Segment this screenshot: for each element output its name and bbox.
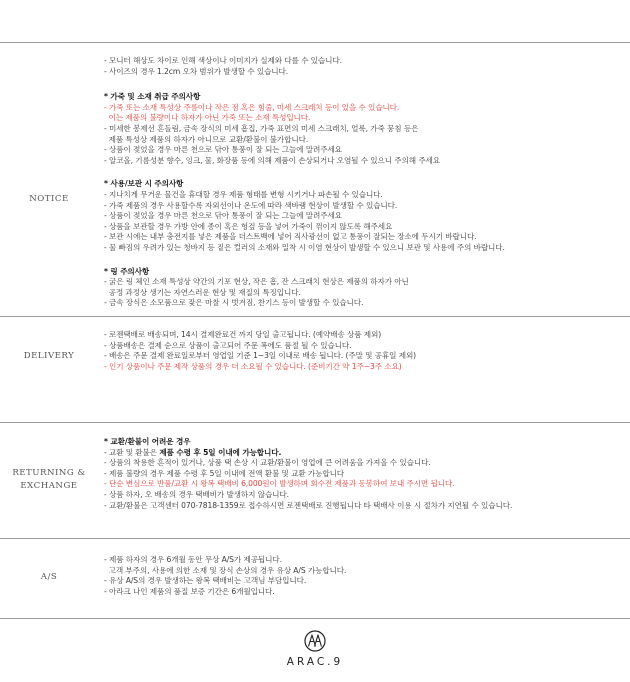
divider-top — [0, 42, 630, 43]
ring-line: - 금속 장식은 소모품으로 잦은 마찰 시 벗겨짐, 찬기스 등이 발생할 수 있습니다. — [104, 298, 364, 308]
returning-line: - 상품 하자, 오 배송의 경우 택배비가 발생하지 않습니다. — [104, 489, 289, 499]
ring-heading: * 링 주의사항 — [104, 266, 150, 276]
notice-intro-line: - 모니터 해상도 차이로 인해 색상이나 이미지가 실제와 다를 수 있습니다. — [104, 56, 342, 65]
returning-label-line: EXCHANGE — [20, 481, 78, 491]
brand-name: ARAC.9 — [286, 656, 344, 668]
leather-heading: * 가죽 및 소재 취급 주의사항 — [104, 92, 201, 102]
returning-label-line: RETURNING & — [12, 468, 86, 478]
returning-period-line — [104, 448, 628, 459]
storage-line: - 가죽 제품의 경우 사용할수록 자외선이나 온도에 따라 색바램 현상이 발생할 수 있습니다. — [104, 200, 398, 210]
divider-as — [0, 618, 630, 619]
leather-red-line: - 가죽 또는 소재 특성상 주름이나 작은 점 혹은 힘줄, 미세 스크래치 등이 있을 수 있습니다. — [104, 102, 400, 112]
as-line: - 아라크 나인 제품의 품질 보증 기간은 6개월입니다. — [104, 586, 275, 596]
returning-line: - 제품 불량의 경우 제품 수령 후 5일 이내에 전액 환불 및 교환 가능합니다 — [104, 468, 345, 478]
leather-red-line: 이는 제품의 불량이나 하자가 아닌 가죽 또는 소재 특성입니다. — [104, 113, 311, 123]
returning-label — [0, 467, 98, 493]
storage-line: - 상품이 젖었을 경우 마른 천으로 닦아 통풍이 잘 되는 그늘에 말려주세요 — [104, 211, 342, 221]
storage-line: - 물 빠짐의 우려가 있는 청바지 등 짙은 컬러의 소재와 밀착 시 이염 현상이 발생할 수 있으니 보관 및 사용에 주의 바랍니다. — [104, 242, 505, 252]
as-line: 고객 부주의, 사용에 의한 소재 및 장식 손상의 경우 유상 A/S 가능합니다. — [104, 565, 347, 575]
divider-notice — [0, 316, 630, 317]
leather-line: - 상품이 젖었을 경우 마른 천으로 닦아 통풍이 잘 되는 그늘에 말려주세요 — [104, 145, 342, 155]
storage-heading: * 사용/보관 시 주의사항 — [104, 179, 184, 189]
ring-line: 공정 과정상 생기는 자연스러운 현상 및 재질의 특징입니다. — [104, 287, 301, 297]
as-line: - 유상 A/S의 경우 발생하는 왕복 택배비는 고객님 부담입니다. — [104, 576, 307, 586]
notice-label: NOTICE — [29, 194, 69, 204]
delivery-line: - 로젠택배로 배송되며, 14시 결제완료건 까지 당일 출고됩니다. (예약배송 상품 제외) — [104, 330, 382, 339]
as-label: A/S — [40, 572, 58, 582]
storage-line: - 보관 시에는 내부 충전지를 넣은 제품을 더스트백에 넣어 직사광선이 없고 통풍이 잘되는 장소에 두시기 바랍니다. — [104, 232, 477, 242]
notice-intro-line: - 사이즈의 경우 1.2cm 오차 범위가 발생할 수 있습니다. — [104, 66, 289, 76]
delivery-content — [104, 330, 628, 372]
notice-content — [104, 56, 628, 309]
as-content — [104, 555, 628, 597]
delivery-red-line: - 인기 상품이나 주문 제작 상품의 경우 더 소요될 수 있습니다. (준비기간 약 1주~3주 소요) — [104, 361, 402, 371]
returning-period-bold: 제품 수령 후 5일 이내에 가능합니다. — [159, 447, 282, 457]
brand-logo — [0, 630, 630, 668]
returning-red-line: - 단순 변심으로 반품/교환 시 왕복 택배비 6,000원이 발생하며 회수전 제품과 동봉하여 보내 주시면 됩니다. — [104, 479, 455, 489]
divider-returning — [0, 538, 630, 539]
returning-line: - 교환/환불은 고객센터 070-7818-1359로 접수하시면 로젠택배로 진행됩니다 타 택배사 이용 시 절차가 지연될 수 있습니다. — [104, 500, 513, 510]
divider-delivery — [0, 422, 630, 423]
delivery-label: DELIVERY — [23, 351, 75, 361]
returning-line: - 상품의 착용한 흔적이 있거나, 상품 택 손상 시 교환/환불이 영업에 큰 어려움을 가져올 수 있습니다. — [104, 458, 431, 468]
returning-heading: * 교환/환불이 어려운 경우 — [104, 437, 191, 446]
storage-line: - 지나치게 무거운 물건을 휴대할 경우 제품 형태를 변형 시키거나 파손될 수 있습니다. — [104, 189, 383, 199]
as-line: - 제품 하자의 경우 6개월 동안 무상 A/S가 제공됩니다. — [104, 555, 282, 564]
leather-line: - 알코올, 기름성분 향수, 잉크, 물, 화장품 등에 의해 제품이 손상되거나 오염될 수 있으니 주의해 주세요 — [104, 155, 441, 165]
returning-content — [104, 437, 628, 511]
leather-line: - 미세한 봉제선 흔들림, 금속 장식의 미세 흠집, 가죽 표면의 미세 스크래치, 얼룩, 가죽 뭉침 등은 — [104, 123, 419, 133]
leather-line: 제품 특성상 제품의 하자가 아니므로 교환/환불이 불가합니다. — [104, 134, 309, 144]
delivery-line: - 배송은 주문 결제 완료일로부터 영업일 기준 1~3일 이내로 배송 됩니다. (주말 및 공휴일 제외) — [104, 351, 417, 361]
arac9-monogram-icon — [304, 630, 326, 652]
storage-line: - 상품을 보관할 경우 가방 안에 종이 혹은 헝겊 등을 넣어 가죽이 꺾이지 않도록 해주세요 — [104, 221, 393, 231]
ring-line: - 굵은 링 체인 소재 특성상 약간의 기포 현상, 작은 흠, 잔 스크래치 현상은 제품의 하자가 아닌 — [104, 277, 409, 287]
delivery-line: - 상품배송은 결제 순으로 상품이 출고되어 주문 폭에도 품절 될 수 있습니다. — [104, 340, 352, 350]
returning-period-prefix: - 교환 및 환불은 — [104, 447, 160, 457]
